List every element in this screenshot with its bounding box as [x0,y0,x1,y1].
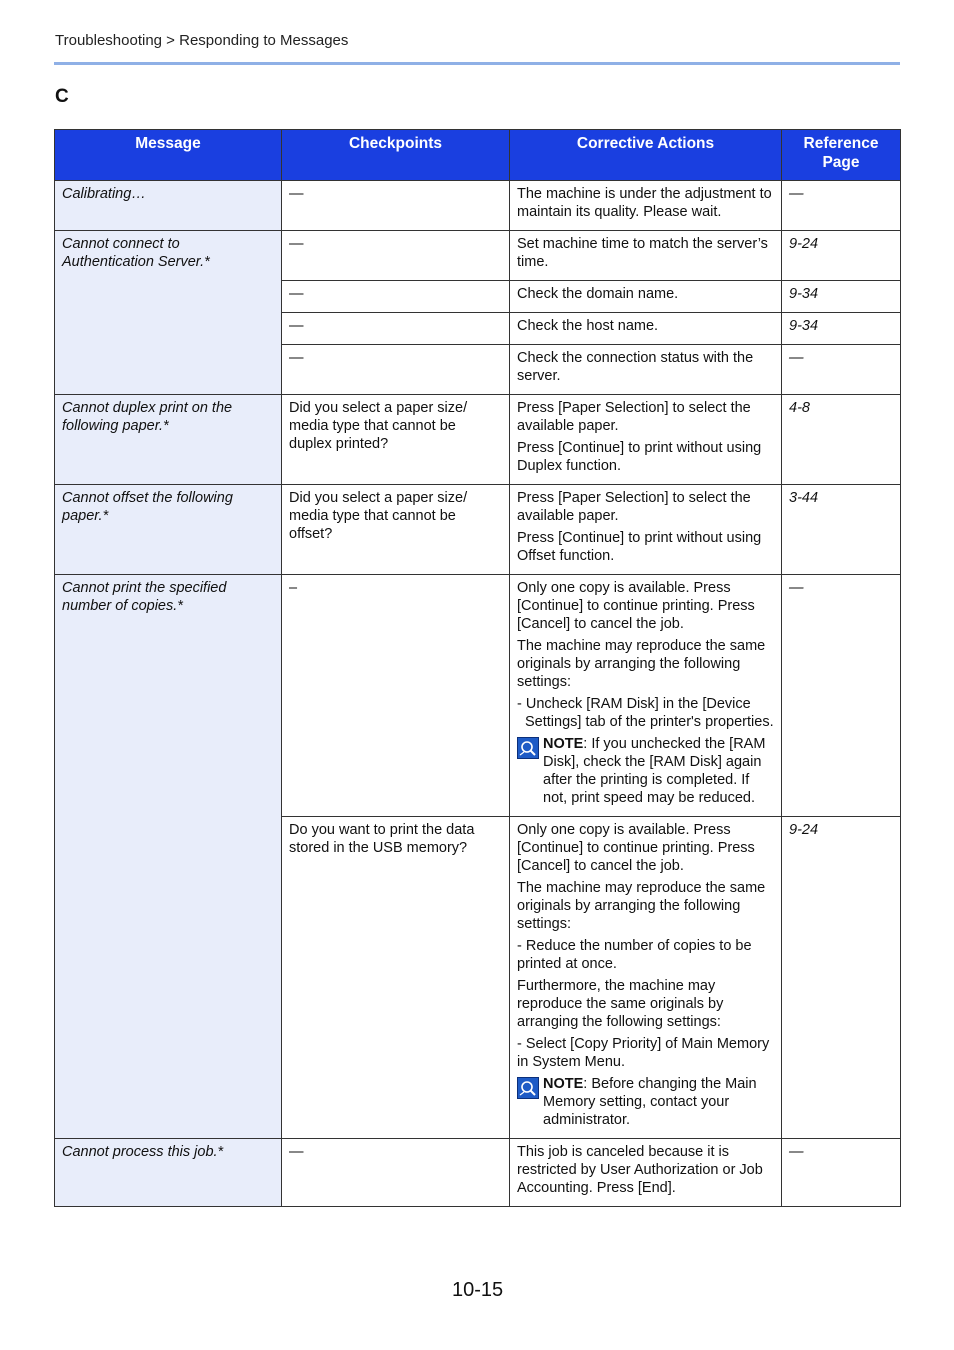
header-message: Message [55,130,282,181]
action-cell: Check the domain name. [510,281,782,313]
message-cell: Cannot print the specified number of copies.* [55,575,282,1139]
action-text: - Uncheck [RAM Disk] in the [Device Settings] tab of the printer's properties. [517,696,774,730]
checkpoint-cell: — [282,281,510,313]
note-icon [517,737,539,759]
note-text [543,735,774,807]
action-text: Furthermore, the machine may reproduce the same originals by arranging the following settings: [517,978,724,1030]
message-cell: Cannot connect to Authentication Server.* [55,231,282,395]
reference-cell: — [782,1139,901,1207]
table-row [55,395,901,485]
header-corrective-actions: Corrective Actions [510,130,782,181]
message-cell: Cannot offset the following paper.* [55,485,282,575]
action-cell: Check the host name. [510,313,782,345]
message-table [54,129,901,1207]
reference-cell: — [782,575,901,817]
table-row [55,485,901,575]
action-text: Press [Paper Selection] to select the available paper. [517,490,751,524]
note-block [517,735,774,807]
note-text [543,1075,774,1129]
action-cell [510,817,782,1139]
action-text: Press [Continue] to print without using Duplex function. [517,440,762,474]
action-text: Press [Paper Selection] to select the available paper. [517,400,751,434]
section-letter: C [55,86,69,107]
action-text: Only one copy is available. Press [Continue] to continue printing. Press [Cancel] to cancel the job. [517,822,755,874]
note-body: : Before changing the Main Memory setting, contact your administrator. [543,1076,757,1128]
reference-cell: — [782,181,901,231]
table-row [55,1139,901,1207]
action-cell [510,395,782,485]
reference-cell: 4-8 [782,395,901,485]
header-checkpoints: Checkpoints [282,130,510,181]
checkpoint-cell: — [282,1139,510,1207]
header-reference-page: Reference Page [782,130,901,181]
action-cell: Set machine time to match the server’s time. [510,231,782,281]
checkpoint-cell: — [282,313,510,345]
table-row [55,231,901,281]
action-text: The machine may reproduce the same originals by arranging the following settings: [517,880,766,932]
action-cell: Check the connection status with the server. [510,345,782,395]
checkpoint-cell: Do you want to print the data stored in the USB memory? [282,817,510,1139]
table-row [55,575,901,817]
action-cell: This job is canceled because it is restricted by User Authorization or Job Accounting. Press [End]. [510,1139,782,1207]
checkpoint-cell: — [282,345,510,395]
page-number: 10-15 [452,1279,504,1301]
checkpoint-cell: – [282,575,510,817]
checkpoint-cell: Did you select a paper size/ media type that cannot be offset? [282,485,510,575]
table-header-row [55,130,901,181]
action-text: The machine may reproduce the same originals by arranging the following settings: [517,638,766,690]
action-text: - Select [Copy Priority] of Main Memory in System Menu. [517,1036,770,1070]
action-cell [510,575,782,817]
message-cell: Cannot process this job.* [55,1139,282,1207]
action-cell [510,485,782,575]
note-body: : If you unchecked the [RAM Disk], check the [RAM Disk] again after the printing is completed. If not, print speed may be reduced. [543,736,766,806]
reference-cell: 9-24 [782,817,901,1139]
reference-cell: — [782,345,901,395]
reference-cell: 9-34 [782,313,901,345]
reference-cell: 9-24 [782,231,901,281]
checkpoint-cell: — [282,181,510,231]
action-text: Only one copy is available. Press [Continue] to continue printing. Press [Cancel] to cancel the job. [517,580,755,632]
header-rule [54,62,900,65]
reference-cell: 3-44 [782,485,901,575]
action-cell: The machine is under the adjustment to maintain its quality. Please wait. [510,181,782,231]
note-label: NOTE [543,1076,584,1092]
note-icon [517,1077,539,1099]
action-text: Press [Continue] to print without using Offset function. [517,530,762,564]
checkpoint-cell: Did you select a paper size/ media type that cannot be duplex printed? [282,395,510,485]
message-cell: Calibrating… [55,181,282,231]
note-label: NOTE [543,736,584,752]
breadcrumb: Troubleshooting > Responding to Messages [55,32,349,49]
action-text: - Reduce the number of copies to be printed at once. [517,938,752,972]
reference-cell: 9-34 [782,281,901,313]
checkpoint-cell: — [282,231,510,281]
message-cell: Cannot duplex print on the following paper.* [55,395,282,485]
table-row [55,181,901,231]
note-block [517,1075,774,1129]
